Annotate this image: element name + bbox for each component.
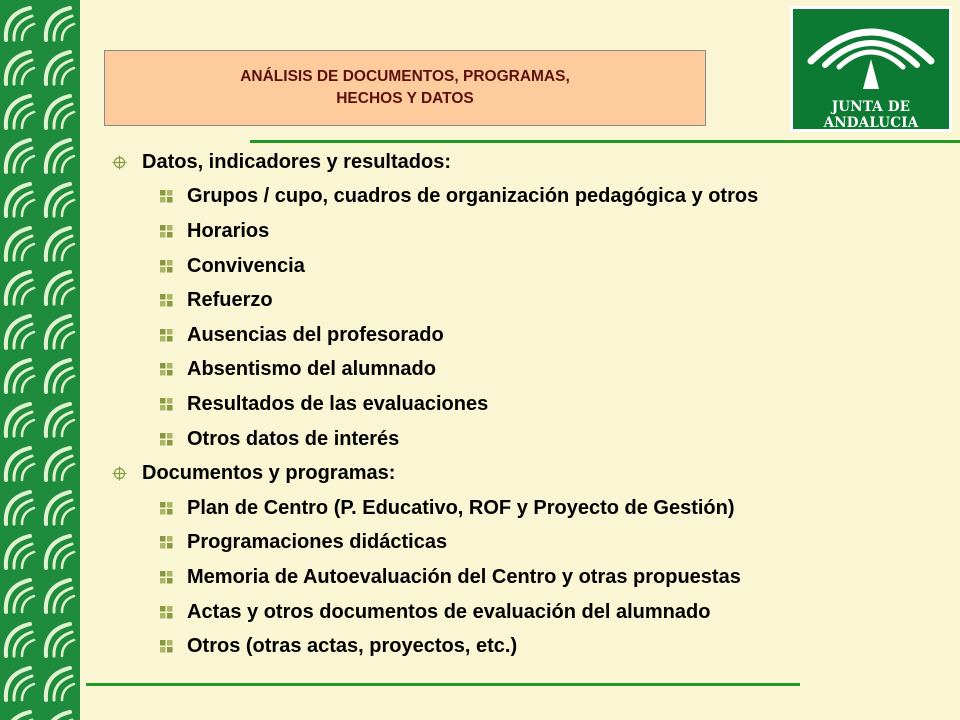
list-item-text: Programaciones didácticas bbox=[187, 531, 448, 554]
list-item bbox=[112, 214, 940, 249]
slide-content bbox=[112, 145, 940, 664]
square-bullet-icon bbox=[160, 225, 187, 238]
list-item-text: Otros (otras actas, proyectos, etc.) bbox=[187, 635, 518, 658]
section-heading-row bbox=[112, 145, 940, 180]
list-item bbox=[112, 560, 940, 595]
square-bullet-icon bbox=[160, 502, 187, 515]
section-heading: Documentos y programas: bbox=[142, 462, 396, 485]
swirl-pattern-icon bbox=[0, 0, 80, 720]
slide-title-line-2: HECHOS Y DATOS bbox=[336, 90, 474, 107]
list-item bbox=[112, 629, 940, 664]
list-item bbox=[112, 249, 940, 284]
list-item-text: Actas y otros documentos de evaluación del alumnado bbox=[187, 600, 711, 623]
list-item-text: Plan de Centro (P. Educativo, ROF y Proyecto de Gestión) bbox=[187, 496, 735, 519]
square-bullet-icon bbox=[160, 433, 187, 446]
list-item-text: Horarios bbox=[187, 219, 270, 242]
square-bullet-icon bbox=[160, 640, 187, 653]
list-item bbox=[112, 318, 940, 353]
square-bullet-icon bbox=[160, 260, 187, 273]
list-item-text: Otros datos de interés bbox=[187, 427, 400, 450]
list-item bbox=[112, 595, 940, 630]
list-item bbox=[112, 283, 940, 318]
list-item bbox=[112, 353, 940, 388]
crosshair-bullet-icon bbox=[112, 466, 142, 481]
slide-title-line-1: ANÁLISIS DE DOCUMENTOS, PROGRAMAS, bbox=[240, 68, 570, 85]
square-bullet-icon bbox=[160, 571, 187, 584]
list-item-text: Memoria de Autoevaluación del Centro y otras propuestas bbox=[187, 565, 741, 588]
list-item-text: Refuerzo bbox=[187, 289, 273, 312]
square-bullet-icon bbox=[160, 329, 187, 342]
list-item-text: Grupos / cupo, cuadros de organización pedagógica y otros bbox=[187, 185, 759, 208]
list-item-text: Absentismo del alumnado bbox=[187, 358, 436, 381]
top-divider bbox=[250, 140, 960, 143]
list-item bbox=[112, 526, 940, 561]
list-item bbox=[112, 180, 940, 215]
section-heading-row bbox=[112, 456, 940, 491]
list-item bbox=[112, 491, 940, 526]
list-item-text: Ausencias del profesorado bbox=[187, 323, 444, 346]
logo-text: JUNTA DE ANDALUCIA bbox=[823, 99, 919, 131]
square-bullet-icon bbox=[160, 294, 187, 307]
crosshair-bullet-icon bbox=[112, 155, 142, 170]
list-item bbox=[112, 422, 940, 457]
list-item-text: Convivencia bbox=[187, 254, 305, 277]
bottom-divider bbox=[86, 683, 800, 686]
decorative-sidebar bbox=[0, 0, 80, 720]
square-bullet-icon bbox=[160, 606, 187, 619]
list-item-text: Resultados de las evaluaciones bbox=[187, 392, 489, 415]
slide-title-box bbox=[104, 50, 706, 126]
junta-de-andalucia-logo bbox=[790, 6, 952, 132]
list-item bbox=[112, 387, 940, 422]
square-bullet-icon bbox=[160, 190, 187, 203]
square-bullet-icon bbox=[160, 536, 187, 549]
square-bullet-icon bbox=[160, 398, 187, 411]
square-bullet-icon bbox=[160, 363, 187, 376]
section-heading: Datos, indicadores y resultados: bbox=[142, 150, 451, 173]
